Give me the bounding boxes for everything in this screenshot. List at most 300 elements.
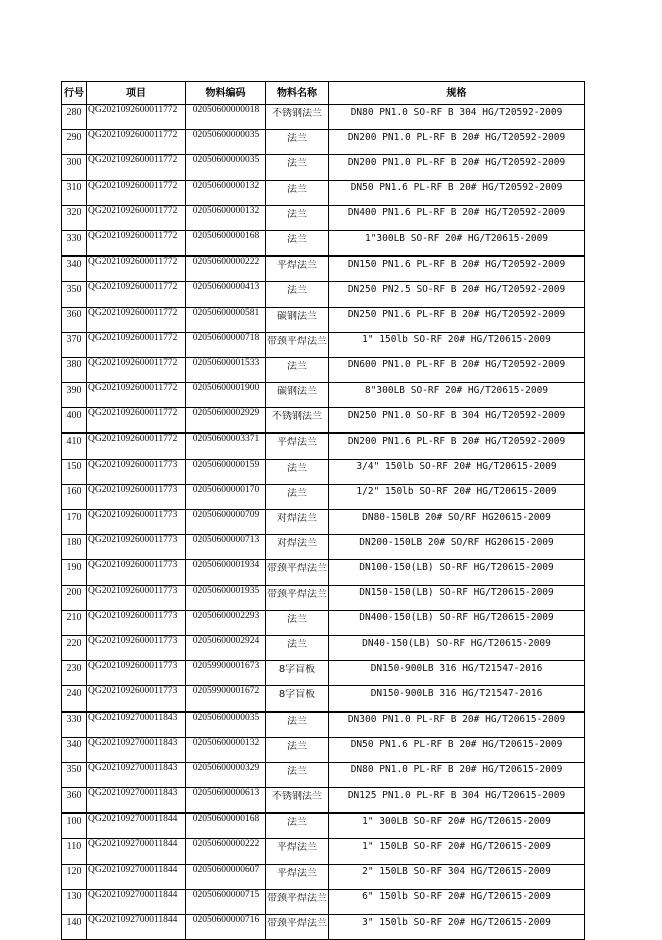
material-name-cell-text: 法兰 [287,740,307,752]
table-row [62,332,585,357]
project-cell-text: QG2021092600011772 [88,230,178,241]
spec-cell-text: DN150-900LB 316 HG/T21547-2016 [370,687,543,699]
material-name-cell-text: 平焊法兰 [277,260,317,272]
project-cell-text: QG2021092600011773 [88,560,178,571]
row-number-cell[interactable] [62,585,87,610]
row-number-cell-text: 330 [66,232,82,244]
spec-cell[interactable] [329,357,585,382]
material-code-cell[interactable] [186,130,266,155]
material-code-cell-text: 02050600000709 [192,510,260,520]
project-cell[interactable] [87,864,186,889]
material-name-cell-text: 法兰 [287,765,307,777]
project-cell-text: QG2021092600011773 [88,635,178,646]
spec-cell-text: DN40-150(LB) SO-RF HG/T20615-2009 [362,637,551,649]
spec-cell-text: 8"300LB SO-RF 20# HG/T20615-2009 [364,384,549,396]
row-number-cell[interactable] [62,712,87,738]
material-name-cell[interactable] [266,230,329,256]
project-cell[interactable] [87,484,186,509]
material-code-cell[interactable] [186,357,266,382]
table-row [62,661,585,686]
spec-cell-text: DN250 PN1.0 SO-RF B 304 HG/T20592-2009 [347,409,566,421]
spec-cell[interactable] [329,737,585,762]
spec-cell-text: 1" 150lb SO-RF 20# HG/T20615-2009 [362,334,551,346]
material-name-cell[interactable] [266,610,329,635]
material-name-cell[interactable] [266,307,329,332]
project-cell-text: QG2021092600011772 [88,307,178,318]
row-number-cell-text: 240 [66,687,82,699]
material-name-cell-text: 法兰 [287,638,307,650]
material-code-cell[interactable] [186,585,266,610]
material-code-cell-text: 02050600000718 [192,332,260,343]
project-cell-text: QG2021092700011844 [88,814,178,825]
material-code-cell-text: 02059900001673 [192,661,260,672]
row-number-cell[interactable] [62,282,87,307]
spec-cell[interactable] [329,205,585,230]
row-number-cell[interactable] [62,510,87,535]
project-cell[interactable] [87,383,186,408]
spec-cell-text: DN200 PN1.0 PL-RF B 20# HG/T20592-2009 [347,131,566,143]
table-row [62,484,585,509]
table-row [62,839,585,864]
project-cell[interactable] [87,510,186,535]
row-number-cell-text: 310 [66,182,82,194]
material-name-cell-text: 法兰 [287,285,307,297]
spec-cell-text: DN200 PN1.0 PL-RF B 20# HG/T20592-2009 [347,156,566,168]
row-number-cell[interactable] [62,686,87,712]
material-code-cell-text: 02050600000607 [192,864,260,875]
material-code-cell-text: 02050600000035 [192,712,260,723]
spec-cell[interactable] [329,585,585,610]
row-number-cell-text: 130 [66,891,82,903]
material-name-cell[interactable] [266,839,329,864]
row-number-cell[interactable] [62,635,87,660]
row-number-cell[interactable] [62,307,87,332]
material-name-cell[interactable] [266,105,329,130]
material-code-cell-text: 02050600002929 [192,408,260,419]
material-code-cell[interactable] [186,839,266,864]
material-code-cell[interactable] [186,788,266,814]
material-name-cell-text: 不锈钢法兰 [272,791,322,803]
row-number-cell[interactable] [62,433,87,459]
project-cell[interactable] [87,282,186,307]
material-code-cell[interactable] [186,712,266,738]
row-number-cell-text: 340 [66,258,82,270]
header-project: 项目 [87,82,186,105]
row-number-cell-text: 300 [66,156,82,168]
row-number-cell[interactable] [62,383,87,408]
material-code-cell[interactable] [186,307,266,332]
spec-cell[interactable] [329,712,585,738]
material-code-cell[interactable] [186,459,266,484]
row-number-cell-text: 170 [66,511,82,523]
spec-cell-text: DN250 PN1.6 PL-RF B 20# HG/T20592-2009 [347,309,566,321]
material-name-cell[interactable] [266,383,329,408]
project-cell[interactable] [87,332,186,357]
spec-cell[interactable] [329,459,585,484]
material-code-cell-text: 02050600000222 [192,257,260,268]
material-name-cell-text: 法兰 [287,487,307,499]
spec-cell-text: DN80 PN1.0 PL-RF B 20# HG/T20615-2009 [350,764,563,776]
project-cell[interactable] [87,459,186,484]
spec-cell[interactable] [329,307,585,332]
table-row [62,408,585,434]
material-name-cell-text: 带颈平焊法兰 [267,335,327,347]
material-name-cell[interactable] [266,889,329,914]
project-cell[interactable] [87,180,186,205]
row-number-cell-text: 360 [66,789,82,801]
project-cell[interactable] [87,585,186,610]
project-cell-text: QG2021092700011843 [88,712,178,723]
row-number-cell-text: 110 [66,841,82,853]
row-number-cell-text: 290 [66,131,82,143]
material-code-cell[interactable] [186,560,266,585]
spec-cell-text: DN80-150LB 20# SO/RF HG20615-2009 [362,511,551,523]
spec-cell[interactable] [329,383,585,408]
material-code-cell[interactable] [186,433,266,459]
material-code-cell-text: 02050600000581 [192,307,260,318]
table-row [62,130,585,155]
material-name-cell-text: 对焊法兰 [277,538,317,550]
spec-cell[interactable] [329,180,585,205]
spec-cell[interactable] [329,560,585,585]
material-code-cell[interactable] [186,180,266,205]
row-number-cell-text: 200 [66,587,82,599]
table-row [62,737,585,762]
table-row [62,105,585,130]
material-name-cell[interactable] [266,357,329,382]
table-row [62,762,585,787]
material-code-cell-text: 02050600000713 [192,535,260,546]
project-cell[interactable] [87,737,186,762]
project-cell[interactable] [87,408,186,434]
material-name-cell[interactable] [266,459,329,484]
project-cell-text: QG2021092600011773 [88,661,178,672]
material-name-cell-text: 法兰 [287,360,307,372]
material-name-cell[interactable] [266,585,329,610]
material-code-cell-text: 02050600000329 [192,762,260,773]
material-code-cell-text: 02050600001935 [192,585,260,596]
material-name-cell[interactable] [266,484,329,509]
spec-cell[interactable] [329,661,585,686]
material-name-cell[interactable] [266,686,329,712]
project-cell[interactable] [87,610,186,635]
row-number-cell[interactable] [62,408,87,434]
material-code-cell-text: 02050600001934 [192,560,260,571]
project-cell[interactable] [87,230,186,256]
material-name-cell[interactable] [266,510,329,535]
spec-cell-text: 1" 300LB SO-RF 20# HG/T20615-2009 [362,815,551,827]
material-name-cell-text: 法兰 [287,183,307,195]
spec-cell-text: DN50 PN1.6 PL-RF B 20# HG/T20615-2009 [350,739,563,751]
spec-cell[interactable] [329,155,585,180]
spec-cell[interactable] [329,130,585,155]
material-code-cell-text: 02050600000132 [192,737,260,748]
project-cell-text: QG2021092700011844 [88,864,178,875]
row-number-cell[interactable] [62,864,87,889]
header-row [62,82,585,105]
row-number-cell[interactable] [62,459,87,484]
material-code-cell-text: 02050600002924 [192,635,260,646]
spec-cell[interactable] [329,332,585,357]
material-name-cell[interactable] [266,762,329,787]
material-code-cell[interactable] [186,661,266,686]
header-spec: 规格 [329,82,585,105]
row-number-cell-text: 370 [66,334,82,346]
material-code-cell[interactable] [186,105,266,130]
table-row [62,788,585,814]
row-number-cell[interactable] [62,205,87,230]
spec-cell[interactable] [329,686,585,712]
material-name-cell[interactable] [266,560,329,585]
material-code-cell[interactable] [186,762,266,787]
row-number-cell-text: 120 [66,866,82,878]
material-name-cell[interactable] [266,864,329,889]
material-code-cell[interactable] [186,686,266,712]
row-number-cell-text: 320 [66,207,82,219]
project-cell-text: QG2021092700011843 [88,788,178,799]
row-number-cell[interactable] [62,661,87,686]
spec-cell[interactable] [329,282,585,307]
material-code-cell[interactable] [186,535,266,560]
row-number-cell[interactable] [62,332,87,357]
spreadsheet [61,81,584,940]
project-cell[interactable] [87,155,186,180]
project-cell[interactable] [87,712,186,738]
project-cell-text: QG2021092600011772 [88,282,178,293]
material-name-cell-text: 法兰 [287,462,307,474]
material-code-cell[interactable] [186,510,266,535]
material-name-cell[interactable] [266,433,329,459]
material-name-cell[interactable] [266,788,329,814]
material-code-cell[interactable] [186,864,266,889]
project-cell-text: QG2021092600011772 [88,180,178,191]
project-cell[interactable] [87,788,186,814]
table-row [62,230,585,256]
material-code-cell-text: 02050600000413 [192,282,260,293]
spec-cell[interactable] [329,889,585,914]
material-code-cell[interactable] [186,484,266,509]
material-name-cell-text: 碳钢法兰 [277,310,317,322]
material-code-cell-text: 02050600000018 [192,105,260,115]
spec-cell[interactable] [329,864,585,889]
project-cell[interactable] [87,686,186,712]
spec-cell-text: DN200-150LB 20# SO/RF HG20615-2009 [359,536,554,548]
material-name-cell[interactable] [266,737,329,762]
material-code-cell-text: 02050600000132 [192,205,260,216]
material-code-cell[interactable] [186,408,266,434]
material-name-cell-text: 碳钢法兰 [277,386,317,398]
material-code-cell-text: 02050600000132 [192,180,260,191]
spec-cell-text: 3" 150lb SO-RF 20# HG/T20615-2009 [362,916,551,928]
material-code-cell[interactable] [186,155,266,180]
spec-cell[interactable] [329,433,585,459]
material-code-cell-text: 02050600000715 [192,889,260,900]
material-name-cell-text: 平焊法兰 [277,867,317,879]
spec-cell-text: DN600 PN1.0 PL-RF B 20# HG/T20592-2009 [347,359,566,371]
spec-cell[interactable] [329,788,585,814]
project-cell[interactable] [87,889,186,914]
spec-cell-text: DN150-150(LB) SO-RF HG/T20615-2009 [359,587,554,599]
spec-cell-text: DN150 PN1.6 PL-RF B 20# HG/T20592-2009 [347,258,566,270]
row-number-cell[interactable] [62,839,87,864]
material-code-cell[interactable] [186,383,266,408]
material-name-cell[interactable] [266,712,329,738]
project-cell[interactable] [87,762,186,787]
spec-cell-text: 2" 150LB SO-RF 304 HG/T20615-2009 [362,866,551,878]
project-cell[interactable] [87,357,186,382]
spec-cell[interactable] [329,535,585,560]
row-number-cell-text: 350 [66,764,82,776]
row-number-cell-text: 160 [66,486,82,498]
row-number-cell-text: 350 [66,283,82,295]
material-name-cell[interactable] [266,130,329,155]
material-code-cell[interactable] [186,256,266,282]
row-number-cell[interactable] [62,357,87,382]
material-code-cell[interactable] [186,332,266,357]
row-number-cell[interactable] [62,105,87,130]
row-number-cell[interactable] [62,230,87,256]
row-number-cell-text: 360 [66,309,82,321]
row-number-cell[interactable] [62,813,87,839]
project-cell[interactable] [87,661,186,686]
material-name-cell-text: 对焊法兰 [277,513,317,524]
row-number-cell-text: 330 [66,714,82,726]
table-row [62,357,585,382]
row-number-cell[interactable] [62,889,87,914]
project-cell-text: QG2021092600011772 [88,383,178,394]
row-number-cell[interactable] [62,788,87,814]
material-code-cell-text: 02059900001672 [192,686,260,697]
spec-cell[interactable] [329,839,585,864]
spec-cell[interactable] [329,510,585,535]
row-number-cell-text: 340 [66,739,82,751]
material-code-cell-text: 02050600001533 [192,357,260,368]
project-cell-text: QG2021092600011772 [88,257,178,268]
project-cell[interactable] [87,205,186,230]
material-code-cell[interactable] [186,635,266,660]
row-number-cell-text: 280 [66,106,82,118]
spec-cell[interactable] [329,408,585,434]
spec-cell[interactable] [329,762,585,787]
project-cell[interactable] [87,839,186,864]
row-number-cell[interactable] [62,535,87,560]
table-row [62,155,585,180]
material-name-cell[interactable] [266,661,329,686]
project-cell[interactable] [87,535,186,560]
material-name-cell-text: 不锈钢法兰 [272,411,322,423]
row-number-cell[interactable] [62,762,87,787]
material-code-cell[interactable] [186,889,266,914]
project-cell[interactable] [87,635,186,660]
material-name-cell[interactable] [266,282,329,307]
row-number-cell[interactable] [62,155,87,180]
row-number-cell[interactable] [62,256,87,282]
material-name-cell[interactable] [266,256,329,282]
spec-cell-text: DN400 PN1.6 PL-RF B 20# HG/T20592-2009 [347,207,566,219]
project-cell[interactable] [87,256,186,282]
table-row [62,635,585,660]
material-name-cell-text: 平焊法兰 [277,842,317,854]
spec-cell[interactable] [329,813,585,839]
row-number-cell[interactable] [62,180,87,205]
project-cell-text: QG2021092600011772 [88,357,178,368]
project-cell-text: QG2021092700011844 [88,889,178,900]
table-row [62,610,585,635]
spec-cell[interactable] [329,105,585,130]
spec-cell-text: DN300 PN1.0 PL-RF B 20# HG/T20615-2009 [347,714,566,726]
material-name-cell[interactable] [266,535,329,560]
row-number-cell[interactable] [62,484,87,509]
material-code-cell-text: 02050600000613 [192,788,260,799]
table-row [62,459,585,484]
project-cell[interactable] [87,105,186,130]
material-name-cell[interactable] [266,813,329,839]
project-cell[interactable] [87,130,186,155]
material-code-cell-text: 02050600000168 [192,230,260,241]
spec-cell-text: DN100-150(LB) SO-RF HG/T20615-2009 [359,561,554,573]
material-name-cell[interactable] [266,332,329,357]
material-name-cell[interactable] [266,180,329,205]
material-code-cell[interactable] [186,282,266,307]
material-code-cell[interactable] [186,610,266,635]
spec-cell-text: 1"300LB SO-RF 20# HG/T20615-2009 [364,232,549,244]
table-row [62,307,585,332]
row-number-cell[interactable] [62,130,87,155]
row-number-cell[interactable] [62,737,87,762]
project-cell[interactable] [87,433,186,459]
table-row [62,282,585,307]
material-name-cell-text: 带颈平焊法兰 [267,563,327,575]
project-cell[interactable] [87,813,186,839]
material-name-cell[interactable] [266,155,329,180]
material-name-cell[interactable] [266,635,329,660]
project-cell-text: QG2021092600011773 [88,484,178,495]
material-code-cell[interactable] [186,205,266,230]
spec-cell-text: DN80 PN1.0 SO-RF B 304 HG/T20592-2009 [350,106,563,118]
spec-cell[interactable] [329,230,585,256]
spec-cell[interactable] [329,256,585,282]
row-number-cell-text: 400 [66,409,82,421]
material-code-cell[interactable] [186,230,266,256]
material-code-cell-text: 02050600000716 [192,915,260,925]
project-cell[interactable] [87,560,186,585]
project-cell-text: QG2021092600011772 [88,130,178,141]
material-code-cell-text: 02050600000035 [192,130,260,141]
project-cell[interactable] [87,307,186,332]
project-cell-text: QG2021092600011772 [88,155,178,166]
row-number-cell[interactable] [62,610,87,635]
project-cell-text: QG2021092600011773 [88,585,178,596]
material-name-cell[interactable] [266,408,329,434]
header-row-number: 行号 [62,82,87,105]
material-code-cell[interactable] [186,813,266,839]
spec-cell-text: 1" 150LB SO-RF 20# HG/T20615-2009 [362,841,551,853]
spec-cell[interactable] [329,484,585,509]
material-code-cell[interactable] [186,737,266,762]
material-name-cell-text: 法兰 [287,133,307,145]
table-row [62,889,585,914]
spec-cell[interactable] [329,635,585,660]
table-row [62,383,585,408]
material-name-cell[interactable] [266,205,329,230]
material-name-cell-text: 平焊法兰 [277,437,317,449]
project-cell-text: QG2021092700011844 [88,915,178,925]
spec-cell[interactable] [329,610,585,635]
project-cell-text: QG2021092700011844 [88,839,178,850]
row-number-cell[interactable] [62,560,87,585]
project-cell-text: QG2021092600011772 [88,205,178,216]
project-cell-text: QG2021092600011773 [88,510,178,520]
